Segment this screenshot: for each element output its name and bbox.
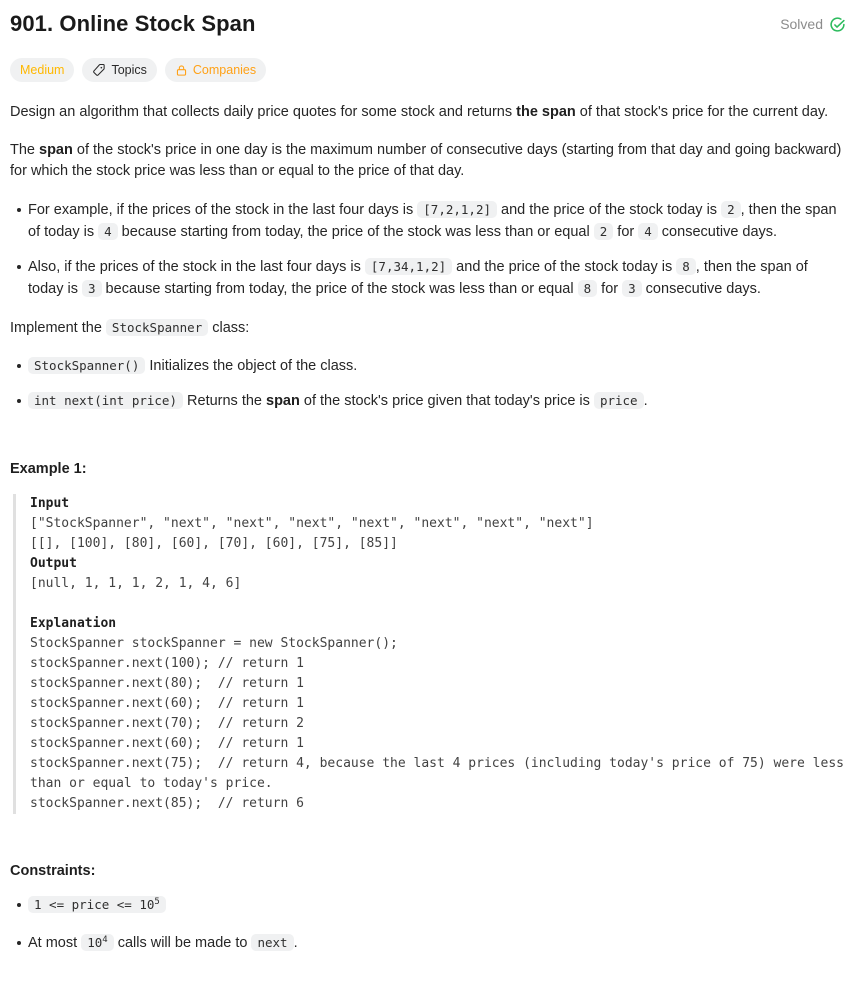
inline-code: 1 <= price <= $10^5$ — [28, 896, 166, 913]
list-item: For example, if the prices of the stock in the last four days is [7,2,1,2] and the price of the stock today is 2 , then the span of today is 4 because starting from today, the price of the stock was less than or equal 2 for 4 consecutive days. — [10, 199, 846, 244]
inline-code: int next(int price) — [28, 392, 183, 409]
code-block-line: stockSpanner.next(75); // return 4, because the last 4 prices (including today's price of 75) were less than or equal to today's price. — [30, 756, 852, 791]
implement-bullet-list — [10, 355, 846, 412]
example-heading: Example 1: — [10, 461, 87, 477]
description-paragraph: Design an algorithm that collects daily price quotes for some stock and returns the span of that stock's price for the current day. — [10, 104, 829, 120]
code-block-line: stockSpanner.next(85); // return 6 — [30, 796, 304, 811]
inline-code: 3 — [622, 280, 642, 297]
inline-code: 8 — [578, 280, 598, 297]
code-block-line: stockSpanner.next(80); // return 1 — [30, 676, 304, 691]
inline-code: 2 — [721, 201, 741, 218]
inline-code: [7,34,1,2] — [365, 258, 452, 275]
topics-badge[interactable] — [82, 58, 156, 82]
problem-description — [10, 102, 846, 412]
inline-code: price — [594, 392, 644, 409]
inline-code: StockSpanner — [106, 319, 208, 336]
inline-code: $10^4$ — [81, 934, 113, 951]
example-code-block — [13, 494, 852, 814]
constraints-list — [10, 894, 846, 954]
bold-text: the span — [516, 104, 576, 120]
code-block-label: Output — [30, 556, 77, 571]
list-item — [10, 894, 846, 917]
description-paragraph: The span of the stock's price in one day is the maximum number of consecutive days (starting from that day and going backward) for which the stock price was less than or equal to the price of that day. — [10, 141, 842, 179]
code-block-line: stockSpanner.next(100); // return 1 — [30, 656, 304, 671]
bold-text: span — [39, 141, 73, 158]
code-block-label: Explanation — [30, 616, 117, 631]
list-item: Also, if the prices of the stock in the last four days is [7,34,1,2] and the price of the stock today is 8 , then the span of today is 3 because starting from today, the price of the stock was less than or equal 8 for 3 consecutive days. — [10, 256, 846, 301]
inline-code: 8 — [676, 258, 696, 275]
companies-label: Companies — [192, 63, 257, 77]
code-block-line: stockSpanner.next(60); // return 1 — [30, 736, 304, 751]
difficulty-badge[interactable] — [10, 58, 74, 82]
code-block-line: [[], [100], [80], [60], [70], [60], [75], [85]] — [30, 536, 398, 551]
superscript: 5 — [154, 896, 160, 907]
code-block-line: stockSpanner.next(60); // return 1 — [30, 696, 304, 711]
list-item: StockSpanner() Initializes the object of the class. — [10, 355, 846, 378]
code-block-line: stockSpanner.next(70); // return 2 — [30, 716, 304, 731]
check-circle-icon — [829, 16, 846, 33]
inline-code: StockSpanner() — [28, 357, 145, 374]
solved-badge — [780, 16, 846, 33]
topics-label: Topics — [111, 63, 147, 77]
inline-code: [7,2,1,2] — [417, 201, 497, 218]
inline-code: 4 — [98, 223, 118, 240]
code-block-line: StockSpanner stockSpanner = new StockSpanner(); — [30, 636, 398, 651]
constraints-heading: Constraints: — [10, 863, 96, 879]
example-bullet-list — [10, 199, 846, 301]
code-block-line — [30, 594, 846, 614]
list-item: At most $10^4$ calls will be made to next . — [10, 932, 846, 955]
solved-label: Solved — [780, 16, 823, 32]
tag-icon — [92, 63, 106, 77]
code-block-label: Input — [30, 496, 70, 511]
inline-code: next — [251, 934, 293, 951]
superscript: 4 — [102, 934, 108, 945]
list-item: int next(int price) Returns the span of the stock's price given that today's price is price . — [10, 390, 846, 413]
inline-code: 4 — [638, 223, 658, 240]
inline-code: 3 — [82, 280, 102, 297]
companies-badge[interactable] — [165, 58, 266, 82]
inline-code: 2 — [594, 223, 614, 240]
badge-row — [10, 58, 846, 82]
code-block-line: ["StockSpanner", "next", "next", "next", "next", "next", "next", "next"] — [30, 516, 594, 531]
bold-text: span — [266, 392, 300, 409]
difficulty-label: Medium — [20, 63, 65, 77]
description-paragraph: Implement the StockSpanner class: — [10, 319, 250, 336]
lock-icon — [175, 64, 188, 77]
problem-title: 901. Online Stock Span — [10, 11, 256, 36]
code-block-line: [null, 1, 1, 1, 2, 1, 4, 6] — [30, 576, 242, 591]
problem-header — [10, 11, 846, 37]
